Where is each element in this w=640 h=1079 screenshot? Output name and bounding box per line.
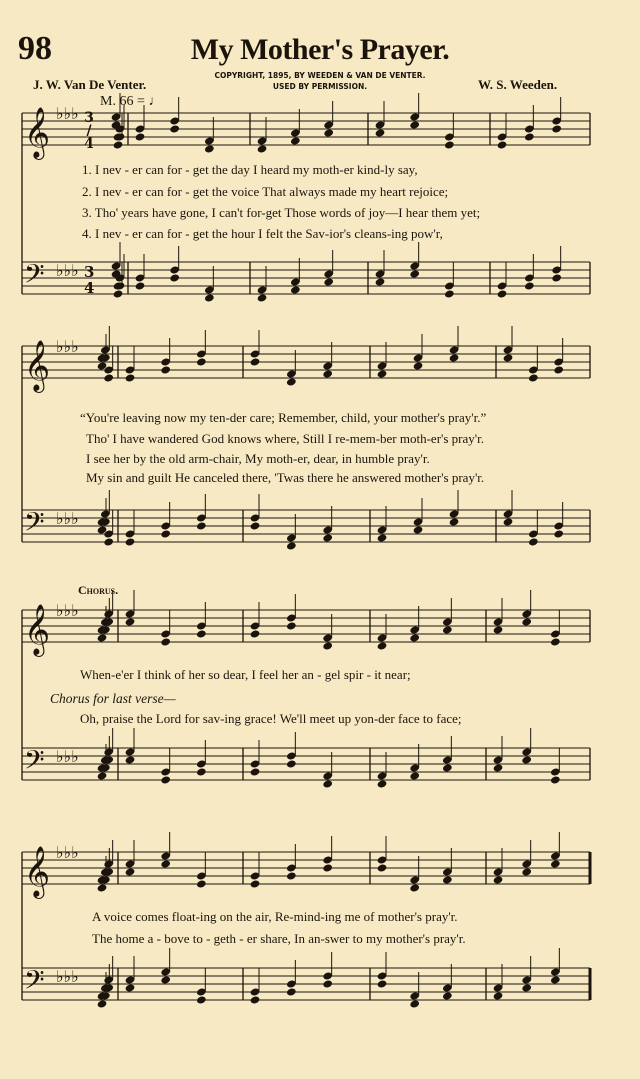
note-head <box>550 775 561 784</box>
note-head <box>442 763 453 772</box>
note-head <box>377 779 388 788</box>
note-head <box>409 120 420 129</box>
treble-clef-icon: 𝄞 <box>24 604 51 655</box>
copyright: COPYRIGHT, 1895, BY WEEDEN & VAN DE VENTER. <box>214 71 426 80</box>
note-head <box>521 867 532 876</box>
verse-line: 1. I nev - er can for - get the day I heard my moth-er kind-ly say, <box>82 162 418 177</box>
key-signature-flats: ♭♭♭ <box>56 747 79 766</box>
note-head <box>125 537 136 546</box>
note-head <box>409 999 420 1008</box>
bass-clef-icon: 𝄢 <box>24 744 45 782</box>
note-head <box>97 999 108 1008</box>
note-head <box>524 281 535 290</box>
note-head <box>377 979 388 988</box>
chorus-label: Chorus. <box>78 583 119 597</box>
verse-line: “You're leaving now my ten-der care; Remember, child, your mother's pray'r.” <box>80 410 487 425</box>
note-head <box>160 365 171 374</box>
note-head <box>103 537 114 546</box>
note-head <box>444 289 455 298</box>
note-head <box>550 637 561 646</box>
note-head <box>551 273 562 282</box>
note-head <box>493 991 504 1000</box>
note-head <box>377 369 388 378</box>
time-signature-numerator: 3 <box>84 263 95 281</box>
note-head <box>113 289 124 298</box>
note-head <box>257 293 268 302</box>
note-head <box>442 875 453 884</box>
note-head <box>377 863 388 872</box>
composer: W. S. Weeden. <box>478 77 558 92</box>
note-head <box>377 533 388 542</box>
note-head <box>550 975 561 984</box>
note-head <box>160 975 171 984</box>
note-head <box>521 983 532 992</box>
note-head <box>196 995 207 1004</box>
note-head <box>290 285 301 294</box>
note-head <box>257 144 268 153</box>
note-head <box>250 357 261 366</box>
note-head <box>553 529 564 538</box>
note-head <box>250 521 261 530</box>
verse-line: 4. I nev - er can for - get the hour I felt the Sav-ior's cleans-ing pow'r, <box>82 226 443 241</box>
note-head <box>322 641 333 650</box>
treble-clef-icon: 𝄞 <box>24 107 51 158</box>
note-head <box>250 995 261 1004</box>
chorus-line: When-e'er I think of her so dear, I feel her an - gel spir - it near; <box>80 667 411 682</box>
note-head <box>503 517 514 526</box>
key-signature-flats: ♭♭♭ <box>56 843 79 862</box>
note-head <box>97 883 108 892</box>
note-head <box>97 633 108 642</box>
note-head <box>125 373 136 382</box>
note-head <box>196 629 207 638</box>
note-head <box>286 621 297 630</box>
note-head <box>204 144 215 153</box>
note-head <box>524 132 535 141</box>
note-head <box>135 281 146 290</box>
note-head <box>196 879 207 888</box>
note-head <box>521 617 532 626</box>
chorus-line: The home a - bove to - geth - er share, In an-swer to my mother's pray'r. <box>92 931 466 946</box>
note-head <box>286 987 297 996</box>
note-head <box>493 625 504 634</box>
verse-line: 2. I nev - er can for - get the voice That always made my heart rejoice; <box>82 184 449 199</box>
note-head <box>97 771 108 780</box>
verse-line: My sin and guilt He canceled there, 'Twas there he answered mother's pray'r. <box>86 470 485 485</box>
bass-clef-icon: 𝄢 <box>24 258 45 296</box>
treble-clef-icon: 𝄞 <box>24 340 51 391</box>
note-head <box>125 617 136 626</box>
verse-line: 3. Tho' years have gone, I can't for-get Those words of joy—I hear them yet; <box>82 205 481 220</box>
note-head <box>413 525 424 534</box>
last-verse-label: Chorus for last verse— <box>50 691 176 706</box>
key-signature-flats: ♭♭♭ <box>56 601 79 620</box>
note-head <box>521 755 532 764</box>
key-signature-flats: ♭♭♭ <box>56 509 79 528</box>
note-head <box>160 859 171 868</box>
note-head <box>322 779 333 788</box>
note-head <box>409 633 420 642</box>
tempo-marking: M. 66 = ♩ <box>100 94 163 109</box>
note-head <box>135 132 146 141</box>
time-signature-denominator: 4 <box>84 279 95 297</box>
note-head <box>442 625 453 634</box>
note-head <box>497 289 508 298</box>
note-head <box>322 533 333 542</box>
verse-line: Tho' I have wandered God knows where, Still I re-mem-ber moth-er's pray'r. <box>86 431 484 446</box>
note-head <box>409 771 420 780</box>
note-head <box>375 277 386 286</box>
note-head <box>409 269 420 278</box>
note-head <box>503 353 514 362</box>
note-head <box>493 875 504 884</box>
chorus-line: Oh, praise the Lord for sav-ing grace! We'll meet up yon-der face to face; <box>80 711 462 726</box>
key-signature-flats: ♭♭♭ <box>56 104 79 123</box>
note-head <box>413 361 424 370</box>
note-head <box>286 871 297 880</box>
key-signature-flats: ♭♭♭ <box>56 967 79 986</box>
note-head <box>551 124 562 133</box>
key-signature-flats: ♭♭♭ <box>56 261 79 280</box>
note-head <box>409 883 420 892</box>
time-signature: 3/4 <box>81 110 97 149</box>
note-head <box>493 763 504 772</box>
note-head <box>286 377 297 386</box>
note-head <box>196 357 207 366</box>
note-head <box>250 629 261 638</box>
hymn-number: 98 <box>18 30 52 67</box>
chorus-line: A voice comes float-ing on the air, Re-mind-ing me of mother's pray'r. <box>92 909 458 924</box>
note-head <box>250 767 261 776</box>
lyricist: J. W. Van De Venter. <box>33 77 147 92</box>
note-head <box>550 859 561 868</box>
treble-clef-icon: 𝄞 <box>24 846 51 897</box>
note-head <box>125 983 136 992</box>
note-head <box>196 767 207 776</box>
note-head <box>322 979 333 988</box>
note-head <box>449 353 460 362</box>
note-head <box>377 641 388 650</box>
note-head <box>528 373 539 382</box>
hymn-title: My Mother's Prayer. <box>190 33 450 66</box>
note-head <box>323 277 334 286</box>
bass-clef-icon: 𝄢 <box>24 964 45 1002</box>
note-head <box>160 529 171 538</box>
note-head <box>322 863 333 872</box>
note-head <box>204 293 215 302</box>
note-head <box>160 775 171 784</box>
note-head <box>528 537 539 546</box>
note-head <box>322 369 333 378</box>
note-head <box>196 521 207 530</box>
note-head <box>250 879 261 888</box>
note-head <box>497 140 508 149</box>
note-head <box>442 991 453 1000</box>
note-head <box>286 541 297 550</box>
note-head <box>103 373 114 382</box>
bass-clef-icon: 𝄢 <box>24 506 45 544</box>
key-signature-flats: ♭♭♭ <box>56 337 79 356</box>
note-head <box>444 140 455 149</box>
note-head <box>169 124 180 133</box>
note-head <box>323 128 334 137</box>
note-head <box>125 867 136 876</box>
note-head <box>169 273 180 282</box>
note-head <box>113 140 124 149</box>
verse-line: I see her by the old arm-chair, My moth-er, dear, in humble pray'r. <box>86 451 430 466</box>
permission: USED BY PERMISSION. <box>272 82 368 91</box>
note-head <box>290 136 301 145</box>
note-head <box>125 755 136 764</box>
note-head <box>160 637 171 646</box>
note-head <box>286 759 297 768</box>
note-head <box>375 128 386 137</box>
note-head <box>449 517 460 526</box>
note-head <box>553 365 564 374</box>
